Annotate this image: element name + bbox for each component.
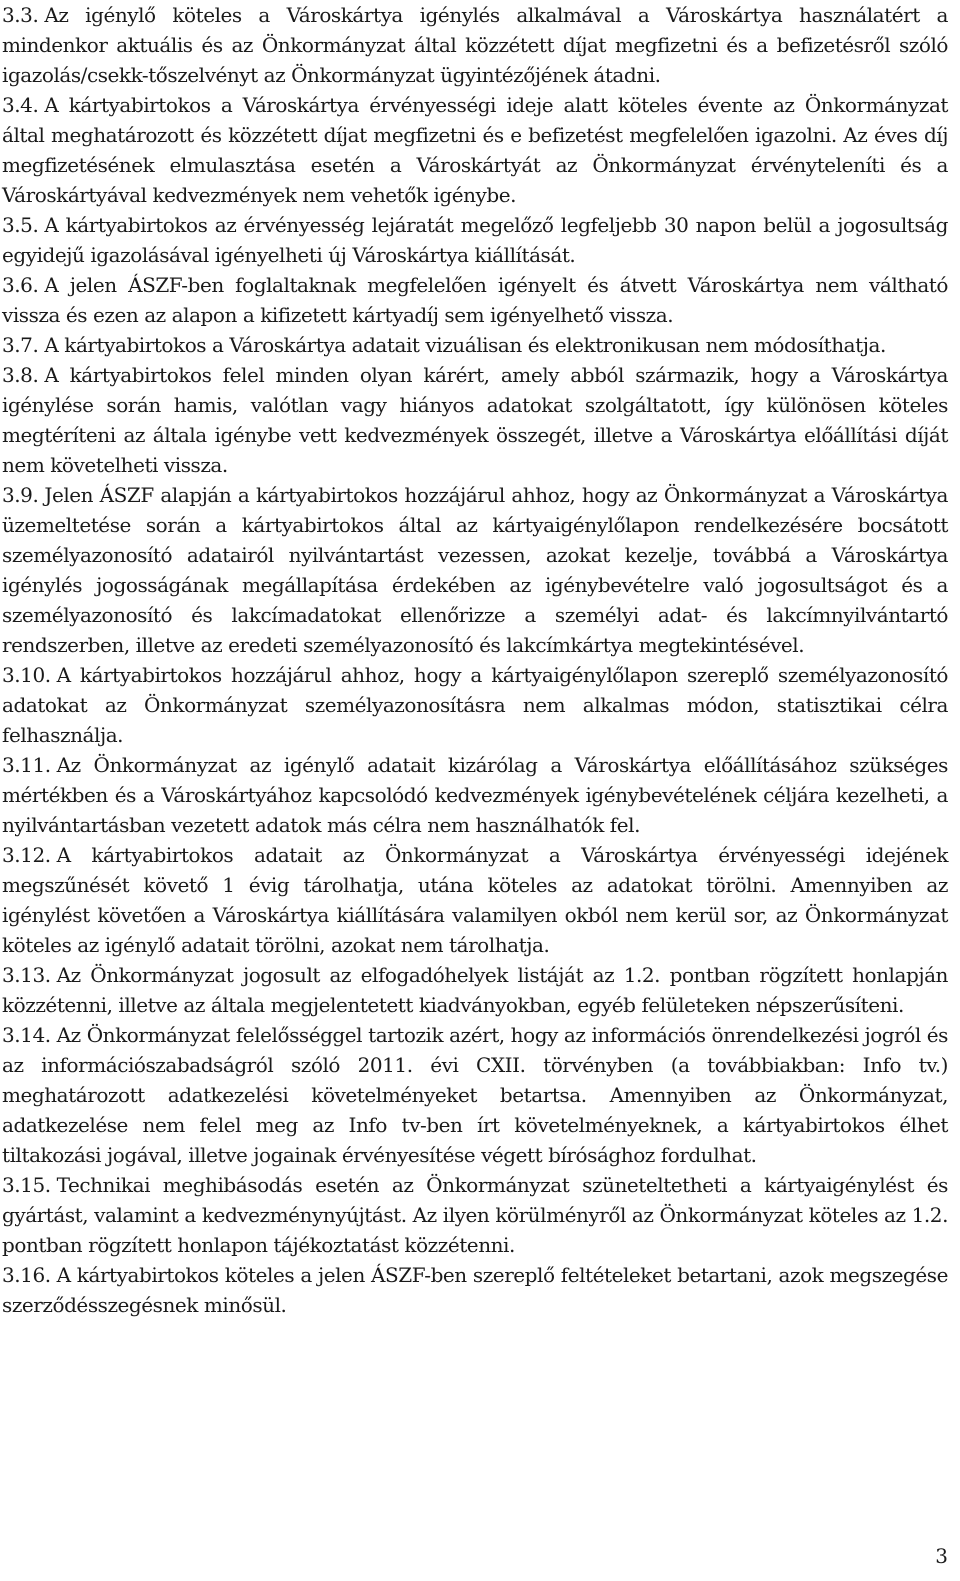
- paragraph-3-10: [2, 660, 948, 750]
- paragraph-text: A kártyabirtokos a Városkártya adatait vizuálisan és elektronikusan nem módosíthatja.: [44, 333, 886, 357]
- paragraph-text: A kártyabirtokos felel minden olyan kárért, amely abból származik, hogy a Városkártya igénylése során hamis, valótlan vagy hiányos adatokat szolgáltatott, így különösen köteles megtéríteni az általa igénybe vett kedvezmények összegét, illetve a Városkártya előállítási díját nem követelheti vissza.: [2, 363, 948, 477]
- paragraph-text: Az Önkormányzat jogosult az elfogadóhelyek listáját az 1.2. pontban rögzített honlapján közzétenni, illetve az általa megjelentetett kiadványokban, egyéb felületeken népszerűsíteni.: [2, 963, 948, 1017]
- paragraph-number: 3.13.: [2, 963, 51, 987]
- paragraph-number: 3.10.: [2, 663, 51, 687]
- paragraph-number: 3.6.: [2, 273, 39, 297]
- paragraph-text: Az Önkormányzat az igénylő adatait kizárólag a Városkártya előállításához szükséges mértékben és a Városkártyához kapcsolódó kedvezmények igénybevételének céljára kezelheti, a nyilvántartásban vezetett adatok más célra nem használhatók fel.: [2, 753, 948, 837]
- paragraph-3-9: [2, 480, 948, 660]
- paragraph-text: A kártyabirtokos az érvényesség lejáratát megelőző legfeljebb 30 napon belül a jogosultság egyidejű igazolásával igényelheti új Városkártya kiállítását.: [2, 213, 948, 267]
- paragraph-number: 3.15.: [2, 1173, 51, 1197]
- paragraph-number: 3.11.: [2, 753, 51, 777]
- paragraph-text: Jelen ÁSZF alapján a kártyabirtokos hozzájárul ahhoz, hogy az Önkormányzat a Városkártya üzemeltetése során a kártyabirtokos által az kártyaigénylőlapon rendelkezésére bocsátott személyazonosító adatairól nyilvántartást vezessen, azokat kezelje, továbbá a Városkártya igénylés jogosságának megállapítása érdekében az igénybevételre való jogosultságot és a személyazonosító és lakcímadatokat ellenőrizze a személyi adat- és lakcímnyilvántartó rendszerben, illetve az eredeti személyazonosító és lakcímkártya megtekintésével.: [2, 483, 948, 657]
- paragraph-number: 3.4.: [2, 93, 39, 117]
- paragraph-text: Az igénylő köteles a Városkártya igénylés alkalmával a Városkártya használatért a mindenkor aktuális és az Önkormányzat által közzétett díjat megfizetni és a befizetésről szóló igazolás/csekk-tőszelvényt az Önkormányzat ügyintézőjének átadni.: [2, 3, 948, 87]
- paragraph-number: 3.5.: [2, 213, 39, 237]
- paragraph-3-13: [2, 960, 948, 1020]
- paragraph-3-12: [2, 840, 948, 960]
- paragraph-3-11: [2, 750, 948, 840]
- paragraph-3-8: [2, 360, 948, 480]
- document-body: [2, 0, 948, 1320]
- paragraph-number: 3.8.: [2, 363, 39, 387]
- paragraph-number: 3.14.: [2, 1023, 51, 1047]
- paragraph-number: 3.16.: [2, 1263, 51, 1287]
- paragraph-3-5: [2, 210, 948, 270]
- paragraph-3-3: [2, 0, 948, 90]
- paragraph-text: A kártyabirtokos köteles a jelen ÁSZF-ben szereplő feltételeket betartani, azok megszegése szerződésszegésnek minősül.: [2, 1263, 948, 1317]
- paragraph-3-16: [2, 1260, 948, 1320]
- paragraph-number: 3.3.: [2, 3, 39, 27]
- paragraph-text: A kártyabirtokos hozzájárul ahhoz, hogy a kártyaigénylőlapon szereplő személyazonosító adatokat az Önkormányzat személyazonosításra nem alkalmas módon, statisztikai célra felhasználja.: [2, 663, 948, 747]
- paragraph-3-15: [2, 1170, 948, 1260]
- paragraph-number: 3.9.: [2, 483, 39, 507]
- paragraph-3-6: [2, 270, 948, 330]
- page-number: 3: [935, 1544, 948, 1568]
- paragraph-3-4: [2, 90, 948, 210]
- paragraph-number: 3.7.: [2, 333, 39, 357]
- paragraph-3-7: [2, 330, 948, 360]
- paragraph-text: A jelen ÁSZF-ben foglaltaknak megfelelően igényelt és átvett Városkártya nem váltható vissza és ezen az alapon a kifizetett kártyadíj sem igényelhető vissza.: [2, 273, 948, 327]
- paragraph-text: Technikai meghibásodás esetén az Önkormányzat szüneteltetheti a kártyaigénylést és gyártást, valamint a kedvezménynyújtást. Az ilyen körülményről az Önkormányzat köteles az 1.2. pontban rögzített honlapon tájékoztatást közzétenni.: [2, 1173, 948, 1257]
- paragraph-text: Az Önkormányzat felelősséggel tartozik azért, hogy az információs önrendelkezési jogról és az információszabadságról szóló 2011. évi CXII. törvényben (a továbbiakban: Info tv.) meghatározott adatkezelési követelményeket betartsa. Amennyiben az Önkormányzat, adatkezelése nem felel meg az Info tv-ben írt követelményeknek, a kártyabirtokos élhet tiltakozási jogával, illetve jogainak érvényesítése végett bírósághoz fordulhat.: [2, 1023, 948, 1167]
- paragraph-3-14: [2, 1020, 948, 1170]
- paragraph-text: A kártyabirtokos adatait az Önkormányzat a Városkártya érvényességi idejének megszűnését követő 1 évig tárolhatja, utána köteles az adatokat törölni. Amennyiben az igénylést követően a Városkártya kiállítására valamilyen okból nem kerül sor, az Önkormányzat köteles az igénylő adatait törölni, azokat nem tárolhatja.: [2, 843, 948, 957]
- paragraph-text: A kártyabirtokos a Városkártya érvényességi ideje alatt köteles évente az Önkormányzat által meghatározott és közzétett díjat megfizetni és e befizetést megfelelően igazolni. Az éves díj megfizetésének elmulasztása esetén a Városkártyát az Önkormányzat érvényteleníti és a Városkártyával kedvezmények nem vehetők igénybe.: [2, 93, 948, 207]
- paragraph-number: 3.12.: [2, 843, 51, 867]
